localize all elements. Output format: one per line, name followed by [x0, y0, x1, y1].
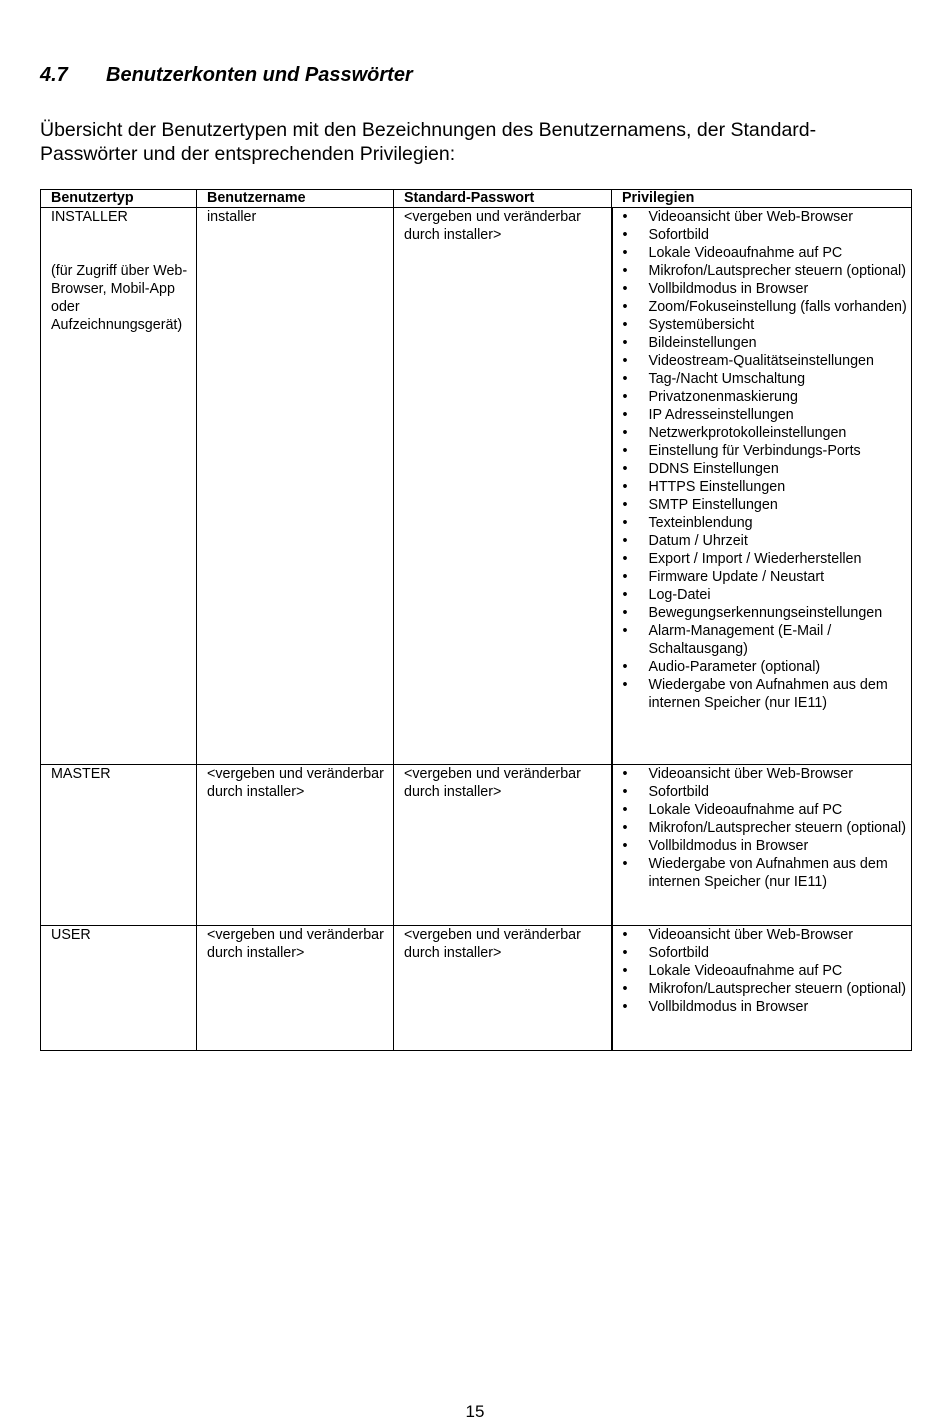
header-benutzertyp: Benutzertyp	[41, 190, 197, 208]
section-heading	[40, 64, 900, 87]
section-number: 4.7	[40, 64, 68, 86]
privilege-item: • Wiedergabe von Aufnahmen aus dem internen Speicher (nur IE11)	[621, 855, 912, 891]
privilege-item: • Lokale Videoaufnahme auf PC	[621, 962, 912, 980]
privilege-item: • Zoom/Fokuseinstellung (falls vorhanden)	[621, 298, 912, 316]
privilege-item: • IP Adresseinstellungen	[621, 406, 912, 424]
header-benutzername: Benutzername	[197, 190, 394, 208]
privilege-item: • Privatzonenmaskierung	[621, 388, 912, 406]
cell-benutzertyp	[41, 926, 197, 1051]
privilege-item: • Mikrofon/Lautsprecher steuern (optional)	[621, 819, 912, 837]
page-number: 15	[465, 1402, 485, 1421]
privilege-item: • Alarm-Management (E-Mail / Schaltausgang)	[621, 622, 912, 658]
privilege-item: • Videoansicht über Web-Browser	[621, 208, 912, 226]
intro-paragraph: Übersicht der Benutzertypen mit den Bezeichnungen des Benutzernamens, der Standard-Passwörter und der entsprechenden Privilegien:	[40, 119, 817, 165]
privilege-item: • Vollbildmodus in Browser	[621, 998, 912, 1016]
privilege-item: • Audio-Parameter (optional)	[621, 658, 912, 676]
user-type-note: (für Zugriff über Web-Browser, Mobil-App oder Aufzeichnungsgerät)	[51, 263, 188, 333]
user-type-label: MASTER	[51, 766, 111, 782]
cell-privilegien	[612, 208, 912, 765]
user-type-label: USER	[51, 927, 91, 943]
privilege-item: • Sofortbild	[621, 944, 912, 962]
privilege-item: • SMTP Einstellungen	[621, 496, 912, 514]
cell-benutzertyp	[41, 208, 197, 765]
privilege-list	[621, 926, 912, 1022]
table-row	[41, 208, 912, 765]
table-header-row	[41, 190, 912, 208]
section-title: Benutzerkonten und Passwörter	[106, 64, 413, 86]
privilege-item: • Bewegungserkennungseinstellungen	[621, 604, 912, 622]
cell-privilegien	[612, 926, 912, 1051]
privilege-item: • Sofortbild	[621, 783, 912, 801]
cell-standard-passwort: <vergeben und veränderbar durch installer>	[394, 208, 612, 765]
privilege-item: • Bildeinstellungen	[621, 334, 912, 352]
privilege-item: • Einstellung für Verbindungs-Ports	[621, 442, 912, 460]
privilege-item: • Videoansicht über Web-Browser	[621, 926, 912, 944]
privilege-item: • Vollbildmodus in Browser	[621, 837, 912, 855]
privilege-item: • Firmware Update / Neustart	[621, 568, 912, 586]
cell-standard-passwort: <vergeben und veränderbar durch installer>	[394, 926, 612, 1051]
cell-benutzertyp	[41, 765, 197, 926]
privilege-item: • Lokale Videoaufnahme auf PC	[621, 801, 912, 819]
privilege-item: • Export / Import / Wiederherstellen	[621, 550, 912, 568]
privilege-list	[621, 765, 912, 897]
privilege-item: • Sofortbild	[621, 226, 912, 244]
cell-benutzername: <vergeben und veränderbar durch installer>	[197, 765, 394, 926]
privilege-item: • Datum / Uhrzeit	[621, 532, 912, 550]
privilege-item: • Texteinblendung	[621, 514, 912, 532]
table-row	[41, 926, 912, 1051]
table-body	[41, 208, 912, 1051]
privilege-item: • Mikrofon/Lautsprecher steuern (optional)	[621, 262, 912, 280]
privilege-item: • Lokale Videoaufnahme auf PC	[621, 244, 912, 262]
privilege-item: • Videoansicht über Web-Browser	[621, 765, 912, 783]
table-row	[41, 765, 912, 926]
privilege-item: • Vollbildmodus in Browser	[621, 280, 912, 298]
cell-standard-passwort: <vergeben und veränderbar durch installer>	[394, 765, 612, 926]
user-type-label: INSTALLER	[51, 209, 128, 225]
cell-benutzername: <vergeben und veränderbar durch installer>	[197, 926, 394, 1051]
cell-privilegien	[612, 765, 912, 926]
privilege-list	[621, 208, 912, 718]
privilege-item: • Tag-/Nacht Umschaltung	[621, 370, 912, 388]
privilege-item: • Wiedergabe von Aufnahmen aus dem internen Speicher (nur IE11)	[621, 676, 912, 712]
header-standard-passwort: Standard-Passwort	[394, 190, 612, 208]
privilege-item: • Mikrofon/Lautsprecher steuern (optional)	[621, 980, 912, 998]
privilege-item: • DDNS Einstellungen	[621, 460, 912, 478]
privilege-item: • Log-Datei	[621, 586, 912, 604]
privilege-item: • Videostream-Qualitätseinstellungen	[621, 352, 912, 370]
header-privilegien: Privilegien	[612, 190, 912, 208]
privilege-item: • Netzwerkprotokolleinstellungen	[621, 424, 912, 442]
cell-benutzername: installer	[197, 208, 394, 765]
user-accounts-table	[40, 189, 912, 1051]
privilege-item: • HTTPS Einstellungen	[621, 478, 912, 496]
privilege-item: • Systemübersicht	[621, 316, 912, 334]
